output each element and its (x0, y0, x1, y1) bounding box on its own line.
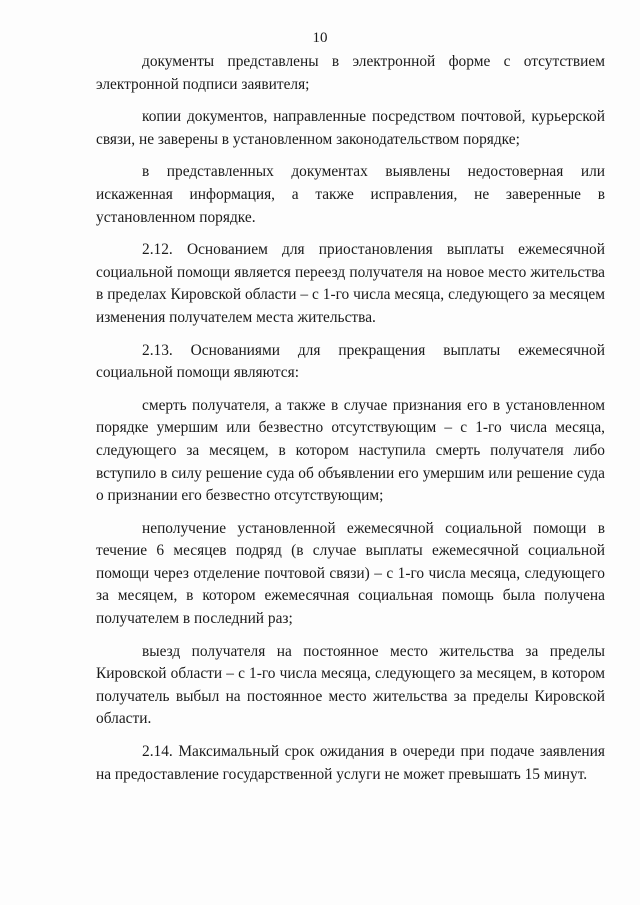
section-2-13: 2.13. Основаниями для прекращения выплаты ежемесячной социальной помощи являются: (96, 341, 605, 382)
paragraph-death-of-recipient: смерть получателя, а также в случае признания его в установленном порядке умершим или безвестно отсутствующим – с 1-го числа месяца, следующего за месяцем, в котором наступила смерть получателя либо вступило в силу решение суда об объявлении его умершим или решение суда о признании его безвестно отсутствующим; (96, 396, 605, 505)
page-number: 10 (312, 30, 328, 46)
paragraph-invalid-information: в представленных документах выявлены недостоверная или искаженная информация, а также исправления, не заверенные в установленном порядке. (96, 163, 605, 226)
paragraph-copies-not-certified: копии документов, направленные посредством почтовой, курьерской связи, не заверены в установленном законодательством порядке; (96, 108, 605, 148)
paragraph-relocation: выезд получателя на постоянное место жительства за пределы Кировской области – с 1-го числа месяца, следующего за месяцем, в котором получатель выбыл на постоянное место жительства за пределы Кировской области. (96, 642, 605, 728)
page-body (96, 51, 605, 786)
section-2-12: 2.12. Основанием для приостановления выплаты ежемесячной социальной помощи является переезд получателя на новое место жительства в пределах Кировской области – с 1-го числа месяца, следующего за месяцем изменения получателем места жительства. (96, 241, 605, 326)
paragraph-electronic-signature: документы представлены в электронной форме с отсутствием электронной подписи заявителя; (96, 53, 605, 93)
section-2-14: 2.14. Максимальный срок ожидания в очереди при подаче заявления на предоставление государственной услуги не может превышать 15 минут. (96, 743, 605, 783)
paragraph-non-receipt: неполучение установленной ежемесячной социальной помощи в течение 6 месяцев подряд (в случае выплаты ежемесячной социальной помощи через отделение почтовой связи) – с 1-го числа месяца, следующего за месяцем, в котором ежемесячная социальная помощь была получена получателем в последний раз; (96, 519, 605, 628)
